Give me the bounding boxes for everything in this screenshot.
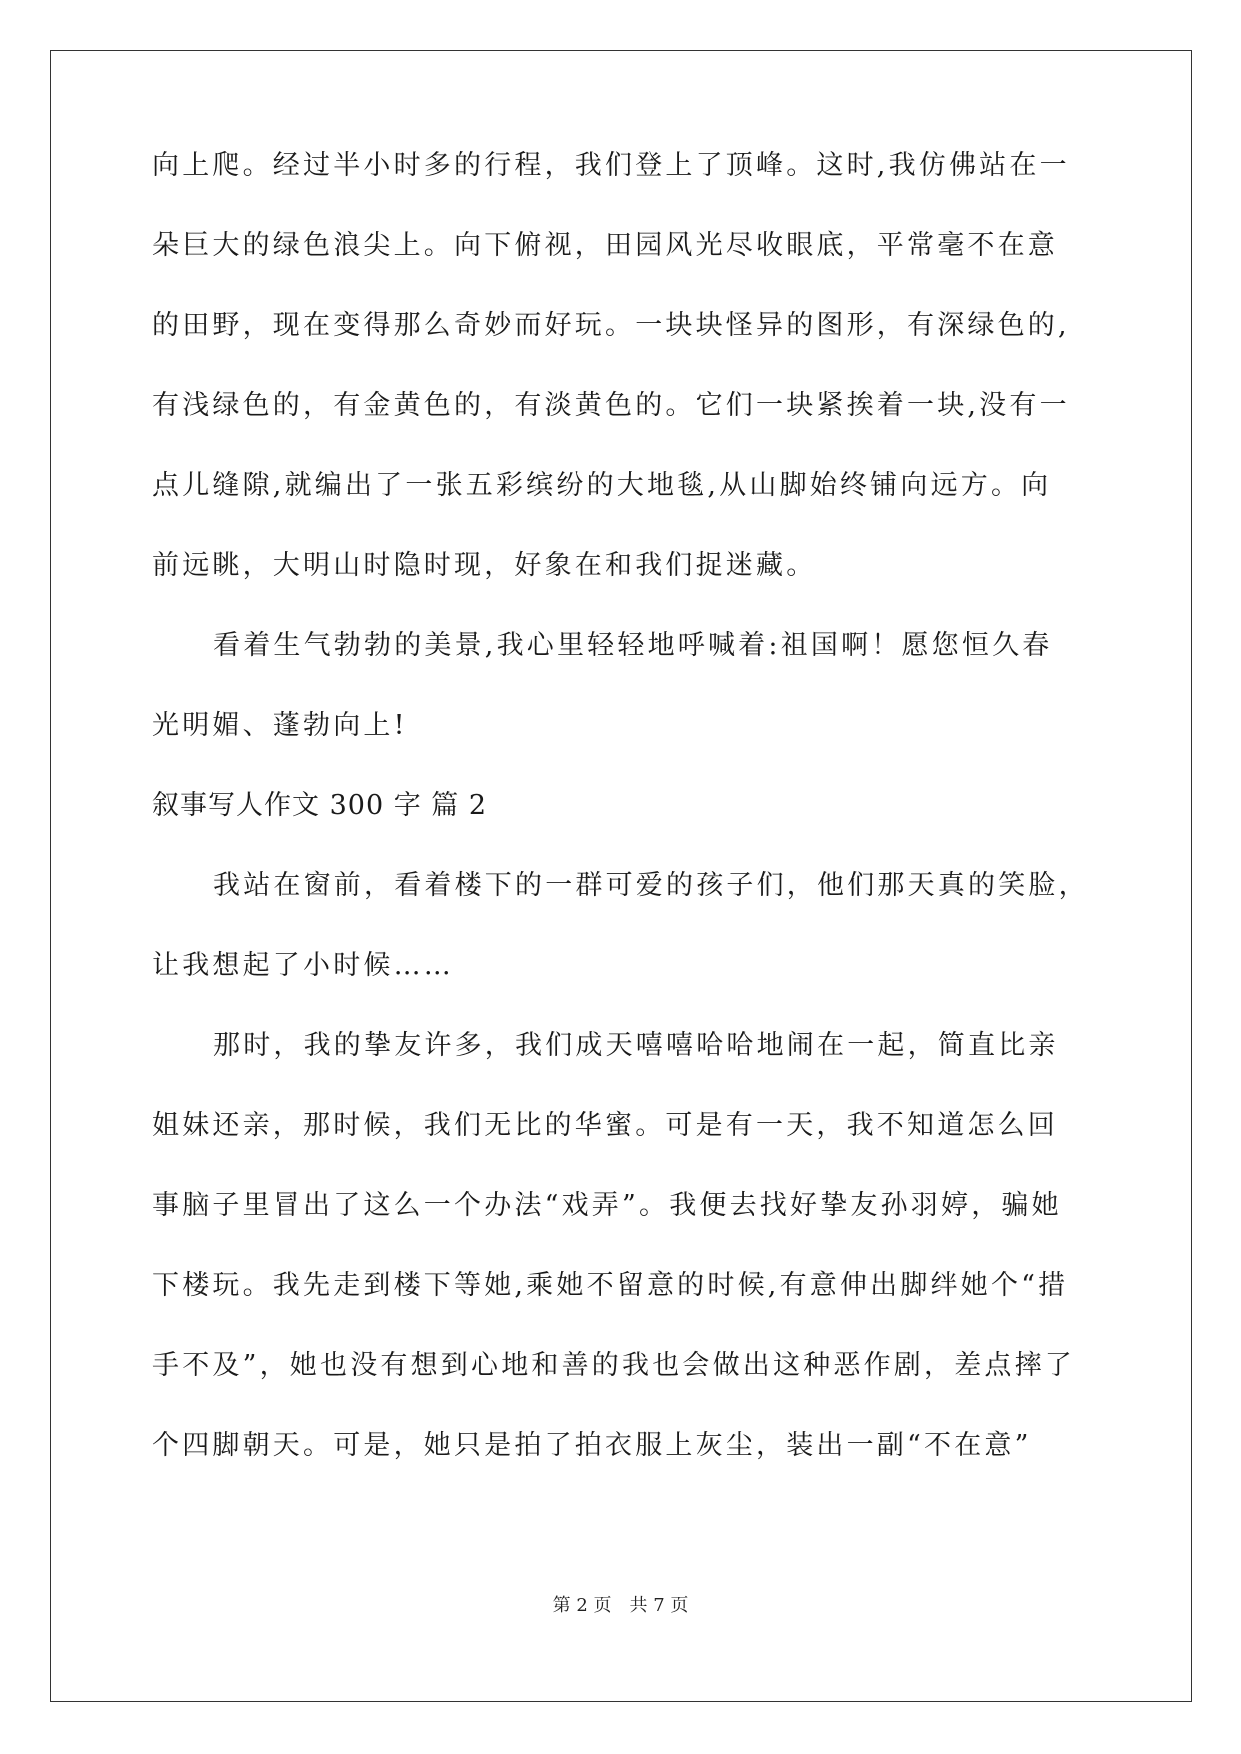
paragraph-start-line: 那时，我的挚友许多，我们成天嘻嘻哈哈地闹在一起，简直比亲	[213, 1030, 1059, 1061]
text-line: 让我想起了小时候……	[152, 950, 454, 981]
paragraph-start-line: 看着生气勃勃的美景,我心里轻轻地呼喊着:祖国啊！愿您恒久春	[213, 630, 1053, 661]
text-line: 点儿缝隙,就编出了一张五彩缤纷的大地毯,从山脚始终铺向远方。向	[152, 470, 1052, 501]
text-line: 有浅绿色的，有金黄色的，有淡黄色的。它们一块紧挨着一块,没有一	[152, 390, 1070, 421]
text-line: 朵巨大的绿色浪尖上。向下俯视，田园风光尽收眼底，平常毫不在意	[152, 230, 1058, 261]
text-line: 事脑子里冒出了这么一个办法“戏弄”。我便去找好挚友孙羽婷，骗她	[152, 1190, 1062, 1221]
text-line: 姐妹还亲，那时候，我们无比的华蜜。可是有一天，我不知道怎么回	[152, 1110, 1058, 1141]
text-line: 的田野，现在变得那么奇妙而好玩。一块块怪异的图形，有深绿色的,	[152, 310, 1070, 341]
text-line: 前远眺，大明山时隐时现，好象在和我们捉迷藏。	[152, 550, 817, 581]
text-line: 光明媚、蓬勃向上!	[152, 710, 408, 741]
text-line: 向上爬。经过半小时多的行程，我们登上了顶峰。这时,我仿佛站在一	[152, 150, 1070, 181]
text-line: 手不及”，她也没有想到心地和善的我也会做出这种恶作剧，差点摔了	[152, 1350, 1076, 1381]
text-line: 个四脚朝天。可是，她只是拍了拍衣服上灰尘，装出一副“不在意”	[152, 1430, 1032, 1461]
paragraph-start-line: 我站在窗前，看着楼下的一群可爱的孩子们，他们那天真的笑脸，	[213, 870, 1089, 901]
page-number-footer: 第 2 页 共 7 页	[552, 1595, 689, 1616]
text-line: 下楼玩。我先走到楼下等她,乘她不留意的时候,有意伸出脚绊她个“措	[152, 1270, 1069, 1301]
section-heading: 叙事写人作文 300 字 篇 2	[152, 790, 488, 821]
